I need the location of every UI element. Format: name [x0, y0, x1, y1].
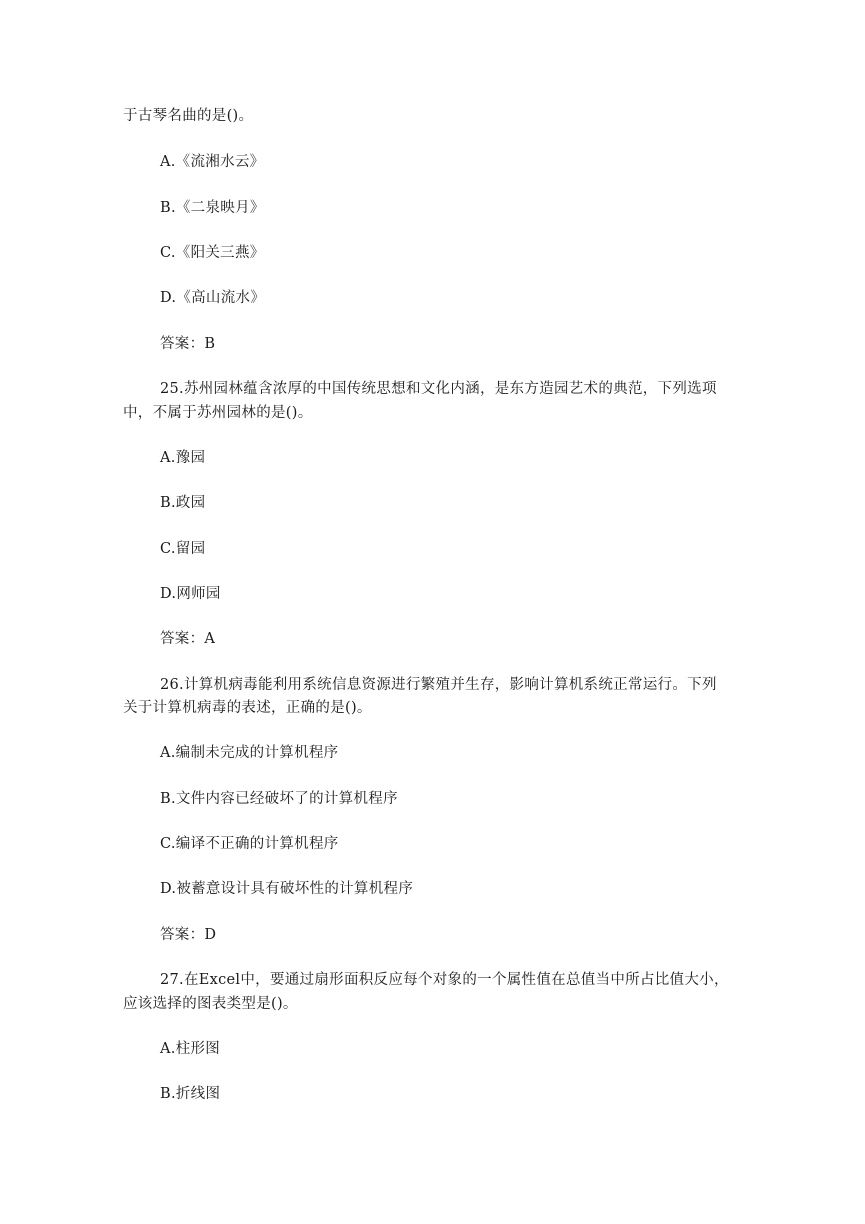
question-26-option-c: C.编译不正确的计算机程序	[160, 836, 339, 852]
question-26-option-d: D.被蓄意设计具有破坏性的计算机程序	[160, 881, 414, 897]
question-25-option-b: B.政园	[160, 495, 206, 511]
question-26-answer: 答案：D	[160, 927, 217, 943]
question-25-answer: 答案：A	[160, 631, 216, 647]
question-25-option-a: A.豫园	[160, 450, 206, 466]
question-25-option-d: D.网师园	[160, 586, 221, 602]
question-25-text-line2: 中，不属于苏州园林的是()。	[123, 405, 313, 421]
question-25-option-c: C.留园	[160, 541, 206, 557]
question-26-option-a: A.编制未完成的计算机程序	[160, 745, 339, 761]
question-24-option-c: C.《阳关三燕》	[160, 245, 265, 261]
question-26-text-line1: 26.计算机病毒能利用系统信息资源进行繁殖并生存，影响计算机系统正常运行。下列	[160, 677, 717, 693]
question-27-text-line1: 27.在Excel中，要通过扇形面积反应每个对象的一个属性值在总值当中所占比值大小，	[160, 972, 729, 988]
question-24-tail: 于古琴名曲的是()。	[123, 108, 254, 124]
question-27-option-a: A.柱形图	[160, 1041, 221, 1057]
question-24-option-d: D.《高山流水》	[160, 290, 266, 306]
question-24-option-a: A.《流湘水云》	[160, 154, 265, 170]
question-24-option-b: B.《二泉映月》	[160, 200, 265, 216]
question-25-text-line1: 25.苏州园林蕴含浓厚的中国传统思想和文化内涵，是东方造园艺术的典范，下列选项	[160, 381, 717, 397]
question-27-option-b: B.折线图	[160, 1086, 221, 1102]
question-27-text-line2: 应该选择的图表类型是()。	[123, 996, 298, 1012]
question-26-text-line2: 关于计算机病毒的表述，正确的是()。	[123, 700, 372, 716]
question-24-answer: 答案：B	[160, 336, 216, 352]
question-26-option-b: B.文件内容已经破坏了的计算机程序	[160, 791, 398, 807]
